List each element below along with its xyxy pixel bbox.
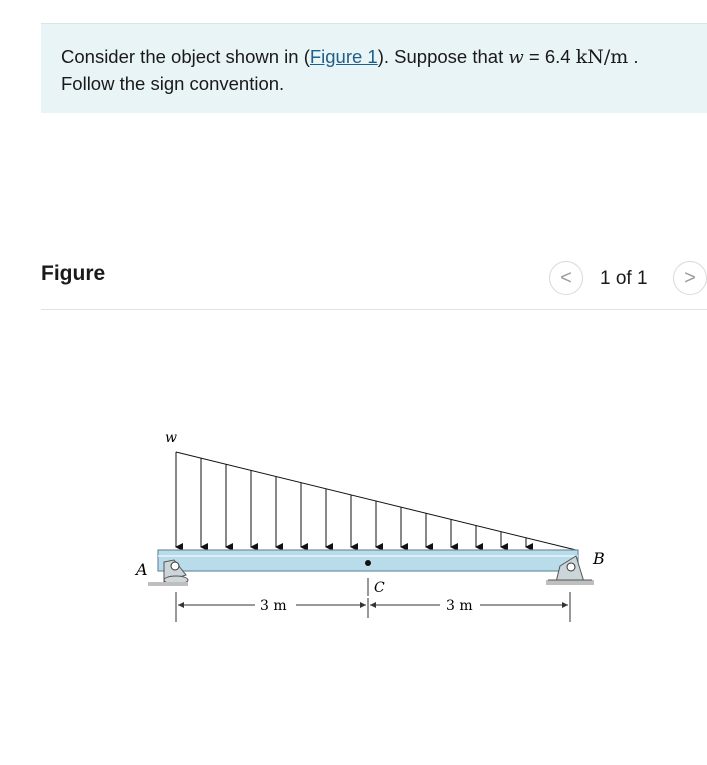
pager-count: 1 of 1 xyxy=(600,268,648,289)
problem-text-before: Consider the object shown in ( xyxy=(61,46,310,67)
chevron-right-icon: > xyxy=(684,266,696,289)
math-variable: w xyxy=(508,47,524,68)
dimension-left: 3 m xyxy=(260,598,287,614)
chevron-left-icon: < xyxy=(560,266,572,289)
figure-link[interactable]: Figure 1 xyxy=(309,46,378,67)
label-b: B xyxy=(593,549,605,568)
figure-heading: Figure xyxy=(41,262,106,285)
problem-text-after: ). Suppose that xyxy=(377,46,509,67)
problem-end: . xyxy=(628,46,639,67)
label-a: A xyxy=(136,560,148,579)
load-label-w: w xyxy=(165,430,177,446)
load-arrows xyxy=(176,452,526,547)
point-c-dot xyxy=(365,560,371,566)
dimension-right: 3 m xyxy=(446,598,473,614)
dimension-lines xyxy=(176,592,570,622)
problem-line-2: Follow the sign convention. xyxy=(61,73,285,94)
problem-value: = 6.4 xyxy=(523,46,576,67)
distributed-load xyxy=(176,452,576,550)
label-c: C xyxy=(374,580,385,596)
math-unit: kN/m xyxy=(575,46,629,68)
